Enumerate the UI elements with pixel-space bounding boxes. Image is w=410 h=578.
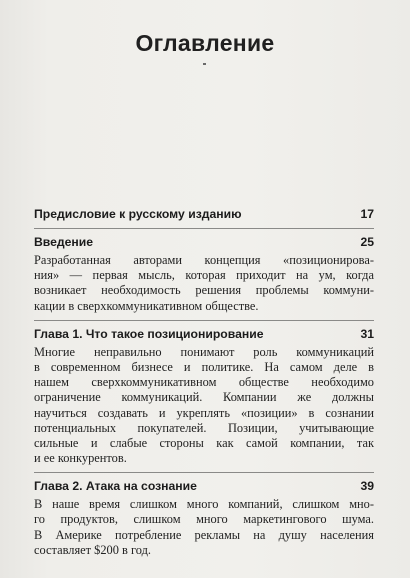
summary-line: и ее конкурентов. bbox=[34, 451, 127, 466]
toc-entry-summary bbox=[34, 345, 374, 467]
toc-divider bbox=[34, 472, 374, 473]
toc-entry-title: Глава 2. Атака на сознание bbox=[34, 479, 197, 494]
summary-line: го продуктов, слишком много маркетингового шума. bbox=[34, 512, 374, 527]
toc-entry-summary bbox=[34, 253, 374, 314]
toc-entry-heading bbox=[34, 479, 374, 494]
summary-line: ния» — первая мысль, которая приходит на ум, когда bbox=[34, 268, 374, 283]
summary-line: потенциальных покупателей. Позиции, учитывающие bbox=[34, 420, 374, 435]
toc-entry-title: Введение bbox=[34, 235, 94, 249]
page-title: Оглавление bbox=[135, 30, 275, 56]
title-ornament bbox=[203, 63, 206, 65]
summary-line: возникает необходимость решения проблемы коммуни- bbox=[34, 283, 374, 298]
toc-divider bbox=[34, 228, 374, 229]
toc-entry-heading bbox=[34, 235, 374, 250]
toc-entry-page: 39 bbox=[360, 479, 374, 494]
toc-entry-heading bbox=[34, 207, 374, 222]
summary-line: нашем сверхкоммуникативном обществе необходимо bbox=[34, 375, 374, 390]
toc-entry-page: 31 bbox=[360, 326, 374, 341]
table-of-contents bbox=[34, 207, 374, 558]
summary-line: Многие неправильно понимают роль коммуникаций bbox=[34, 344, 374, 359]
toc-entry-introduction bbox=[34, 235, 374, 314]
toc-entry-chapter-2 bbox=[34, 479, 374, 558]
toc-entry-heading bbox=[34, 327, 374, 342]
toc-entry-preface bbox=[34, 207, 374, 222]
summary-line: ограничение коммуникаций. Компании же должны bbox=[34, 390, 374, 405]
summary-line: В Америке потребление рекламы на душу населения bbox=[34, 527, 374, 542]
summary-line: сильные и слабые стороны как самой компании, так bbox=[34, 435, 374, 450]
summary-line: составляет $200 в год. bbox=[34, 542, 151, 557]
summary-line: кации в сверхкоммуникативном обществе. bbox=[34, 298, 259, 313]
toc-entry-title: Предисловие к русскому изданию bbox=[34, 207, 242, 221]
summary-line: Разработанная авторами концепция «позиционирова- bbox=[34, 253, 374, 267]
toc-entry-summary bbox=[34, 497, 374, 558]
summary-line: в современном бизнесе и политике. На самом деле в bbox=[34, 359, 374, 374]
toc-entry-chapter-1 bbox=[34, 327, 374, 467]
toc-entry-page: 17 bbox=[360, 207, 374, 221]
summary-line: научиться создавать и укреплять «позиции» в сознании bbox=[34, 405, 374, 420]
toc-entry-title: Глава 1. Что такое позиционирование bbox=[34, 326, 264, 341]
summary-line: В наше время слишком много компаний, слишком мно- bbox=[34, 497, 374, 512]
toc-divider bbox=[34, 320, 374, 321]
toc-entry-page: 25 bbox=[360, 235, 374, 249]
